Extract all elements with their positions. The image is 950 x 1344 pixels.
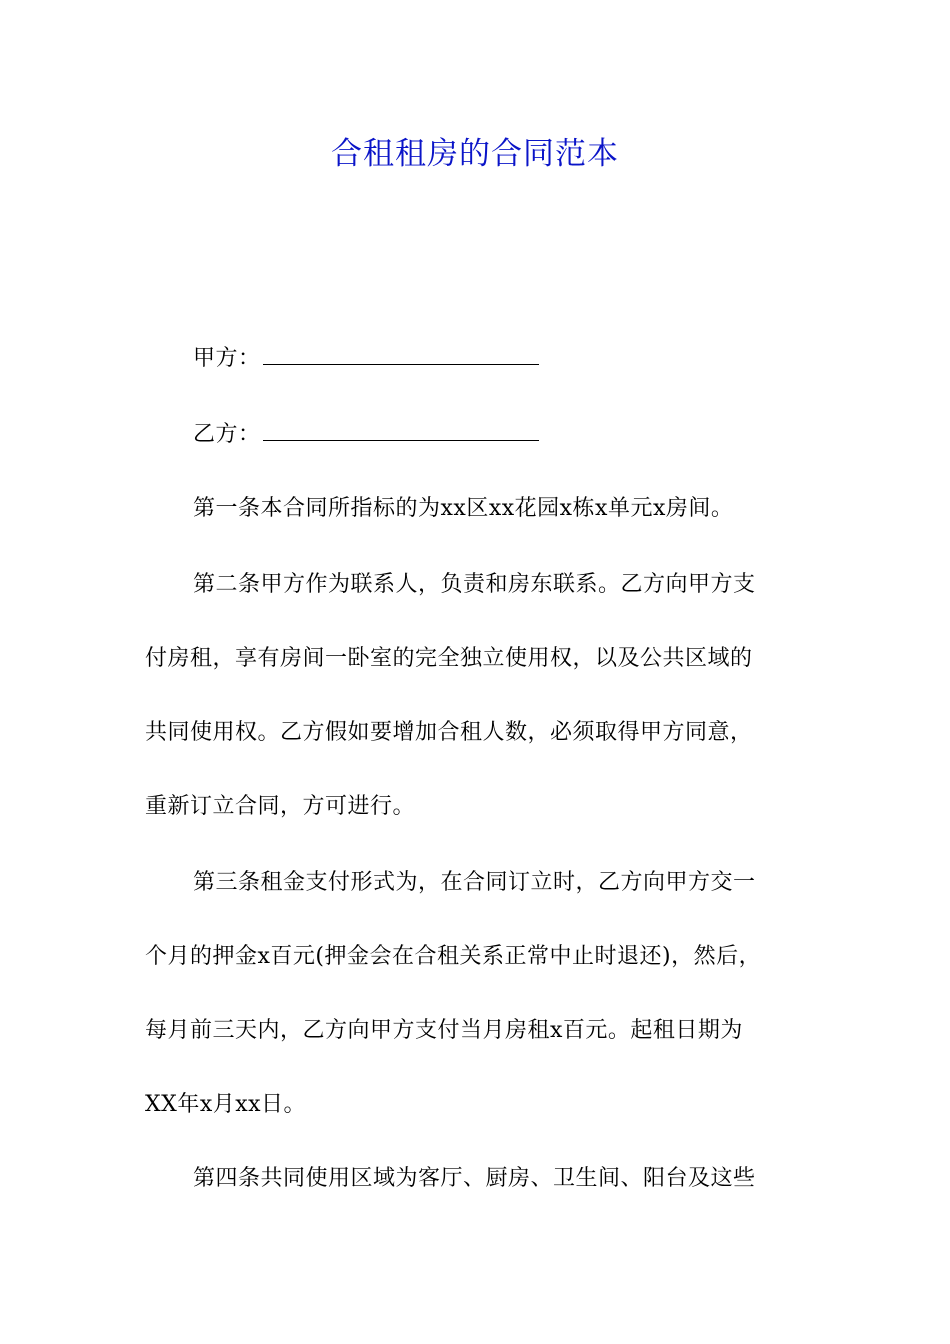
clause-2-line-4: 重新订立合同，方可进行。 bbox=[145, 794, 416, 819]
clause-4-line-1: 第四条共同使用区域为客厅、厨房、卫生间、阳台及这些 bbox=[193, 1166, 756, 1191]
document-title: 合租租房的合同范本 bbox=[331, 136, 619, 172]
party-a-blank bbox=[263, 350, 539, 365]
clause-3-line-3: 每月前三天内，乙方向甲方支付当月房租x百元。起租日期为 bbox=[145, 1018, 743, 1043]
clause-2-line-1: 第二条甲方作为联系人，负责和房东联系。乙方向甲方支 bbox=[193, 572, 756, 597]
clause-2-line-3: 共同使用权。乙方假如要增加合租人数，必须取得甲方同意， bbox=[145, 720, 753, 745]
clause-2-line-2: 付房租，享有房间一卧室的完全独立使用权，以及公共区域的 bbox=[145, 646, 753, 671]
clause-3-line-2: 个月的押金x百元(押金会在合租关系正常中止时退还)，然后， bbox=[145, 944, 762, 969]
clause-3-line-4: XX年x月xx日。 bbox=[145, 1092, 307, 1117]
clause-3-line-1: 第三条租金支付形式为，在合同订立时，乙方向甲方交一 bbox=[193, 870, 756, 895]
party-a-label: 甲方： bbox=[193, 346, 261, 371]
party-b-label: 乙方： bbox=[193, 422, 261, 447]
party-b-line bbox=[193, 420, 539, 450]
party-a-line bbox=[193, 344, 539, 374]
party-b-blank bbox=[263, 426, 539, 441]
clause-1-line: 第一条本合同所指标的为xx区xx花园x栋x单元x房间。 bbox=[193, 496, 734, 521]
